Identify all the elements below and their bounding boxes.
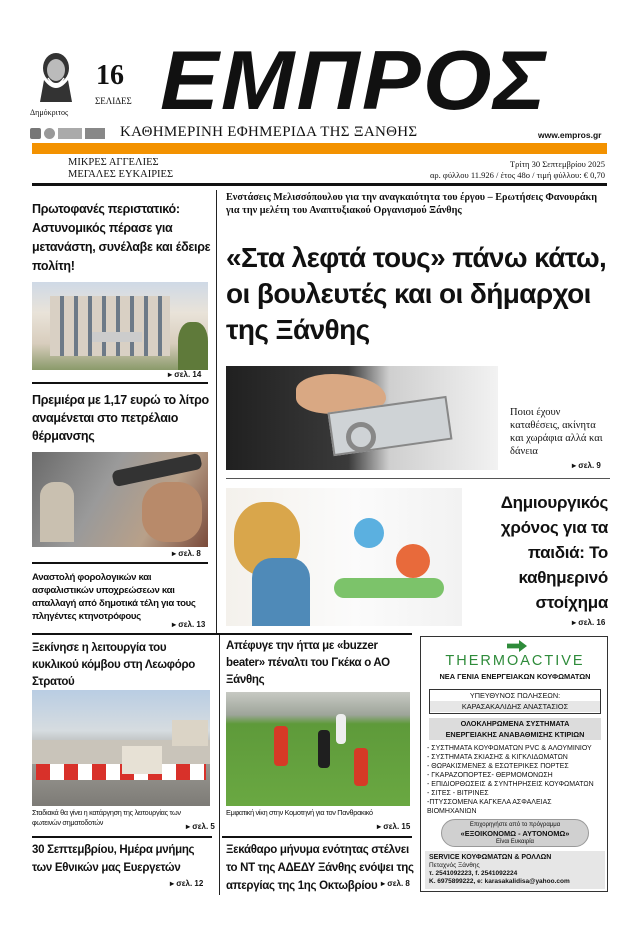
column-separator [216,190,217,635]
ad-contact: Κ. 6975899222, e: karasakalidisa@yahoo.com [429,878,570,885]
ad-item: - ΓΚΑΡΑΖΟΠΟΡΤΕΣ- ΘΕΡΜΟΜΟΝΩΣΗ [427,772,553,779]
ad-items-list [427,744,605,816]
column-separator-lower [219,635,220,895]
ad-sales-name: ΚΑΡΑΣΑΚΑΛΙΔΗΣ ΑΝΑΣΤΑΣΙΟΣ [430,701,600,712]
story4-headline[interactable]: Ξεκίνησε η λειτουργία του κυκλικού κόμβου στη Λεωφόρο Στρατού [32,642,196,688]
sport-headline[interactable]: Απέφυγε την ήττα με «buzzer beater» πέναλτι του Γκέκα ο ΑΟ Ξάνθης [226,640,390,686]
story1-headline[interactable]: Πρωτοφανές περιστατικό: Αστυνομικός πέρασε για μετανάστη, συνέλαβε και έδειρε πολίτη! [32,202,211,273]
divider [32,562,208,564]
story2-page-ref: ▸ σελ. 8 [172,549,201,558]
ad-tagline: ΝΕΑ ΓΕΝΙΑ ΕΝΕΡΓΕΙΑΚΩΝ ΚΟΥΦΩΜΑΤΩΝ [439,672,591,681]
ad-item: - ΕΠΙΔΙΟΡΘΩΣΕΙΣ & ΣΥΝΤΗΡΗΣΕΙΣ ΚΟΥΦΩΜΑΤΩΝ [427,781,594,788]
sport-caption: Εμφατική νίκη στην Κομοτηνή για τον Πανθρακικό [226,808,373,817]
masthead-title: ΕΜΠΡΟΣ [160,33,548,127]
fuel-pump-photo [32,452,208,547]
story4-page-ref: ▸ σελ. 5 [186,822,215,831]
ad-item: - ΣΙΤΕΣ - ΒΙΤΡΙΝΕΣ [427,790,489,797]
pages-number: 16 [96,60,124,91]
divider [32,382,208,384]
ad-subsidy-label: Επιχορηγήστε από το πρόγραμμα [469,822,561,828]
divider [222,836,412,838]
mid-rule [32,633,412,635]
ad-address: Πεταχνός Ξάνθης [429,862,480,869]
ad-service-title: SERVICE ΚΟΥΦΩΜΑΤΩΝ & ΡΟΛΛΩΝ [429,854,552,861]
calculator-photo [226,366,498,470]
ad-sales-label: ΥΠΕΥΘΥΝΟΣ ΠΩΛΗΣΕΩΝ: [469,691,561,700]
ad-item: -ΠΤΥΣΣΟΜΕΝΑ ΚΑΓΚΕΛΑ ΑΣΦΑΛΕΙΑΣ [427,799,552,806]
story5-page-ref: ▸ σελ. 12 [170,879,203,888]
ad-item: - ΘΩΡΑΚΙΣΜΕΝΕΣ & ΕΣΩΤΕΡΙΚΕΣ ΠΟΡΤΕΣ [427,763,569,770]
child-drawing-photo [226,488,462,626]
lead-headline[interactable]: «Στα λεφτά τους» πάνω κάτω, οι βουλευτές και οι δήμαρχοι της Ξάνθης [226,242,607,345]
seal-icon [85,128,105,139]
small-icons [30,128,110,140]
kids-headline[interactable]: Δημιουργικός χρόνος για τα παιδιά: Το καθημερινό στοίχημα [500,493,608,612]
lead-side-text: Ποιοι έχουν καταθέσεις, ακίνητα και χωράφια αλλά και δάνεια [510,407,603,457]
bottom-page-ref: ▸ σελ. 8 [381,879,410,888]
award-icon [58,128,82,139]
ad-subsidy-program: «ΕΞΟΙΚΟΝΟΜΩ - ΑΥΤΟΝΟΜΩ» [460,829,570,838]
thermoactive-ad[interactable] [420,636,608,892]
ad-brand: THERMOACTIVE [445,653,585,669]
masthead-subtitle: ΚΑΘΗΜΕΡΙΝΗ ΕΦΗΜΕΡΙΔΑ ΤΗΣ ΞΑΝΘΗΣ [120,124,418,140]
orange-bar [32,143,607,154]
sport-page-ref: ▸ σελ. 15 [377,822,410,831]
story2-headline[interactable]: Πρεμιέρα με 1,17 ευρώ το λίτρο αναμένεται στο πετρέλαιο θέρμανσης [32,393,209,443]
football-photo [226,692,410,806]
divider [226,478,610,479]
ad-contact-box [425,851,605,889]
lead-page-ref: ▸ σελ. 9 [572,461,601,470]
fb-icon [30,128,41,139]
bottom-headline[interactable]: Ξεκάθαρο μήνυμα ενότητας στέλνει το ΝΤ της ΑΔΕΔΥ Ξάνθης ενόψει της απεργίας της 1ης Οκτωβρίου [226,844,414,892]
ad-systems-line1: ΟΛΟΚΛΗΡΩΜΕΝΑ ΣΥΣΤΗΜΑΤΑ [460,719,570,728]
story3-page-ref: ▸ σελ. 13 [172,620,205,629]
issue-info: αρ. φύλλου 11.926 / έτος 48ο / τιμή φύλλου: € 0,70 [429,170,605,180]
pages-label: ΣΕΛΙΔΕΣ [95,96,132,106]
ad-item: ΒΙΟΜΗΧΑΝΙΩΝ [427,808,477,815]
ad-phones: τ. 2541092223, f. 2541092224 [429,870,518,877]
ad-subsidy-badge [441,819,589,847]
divider [32,836,212,838]
masthead-rule [32,183,607,186]
ad-subsidy-note: Είναι Ευκαιρία [495,839,535,845]
globe-icon [44,128,55,139]
story1-page-ref: ▸ σελ. 14 [168,370,201,379]
roundabout-photo [32,690,210,806]
ad-sales-box [429,689,601,714]
story4-caption: Σταδιακά θα γίνει η κατάργηση της λειτουργίας των φωτεινών σηματοδοτών [32,808,181,827]
story3-headline[interactable]: Αναστολή φορολογικών και ασφαλιστικών υποχρεώσεων και απαλλαγή από δημοτικά τέλη για τους πληγέντες κτηνοτρόφους [32,572,196,622]
ad-systems-line2: ΕΝΕΡΓΕΙΑΚΗΣ ΑΝΑΒΑΘΜΙΣΗΣ ΚΤΙΡΙΩΝ [445,730,585,739]
ad-item: - ΣΥΣΤΗΜΑΤΑ ΣΚΙΑΣΗΣ & ΚΙΓΚΛΙΔΩΜΑΤΩΝ [427,754,568,761]
democritus-bust-icon [34,50,78,102]
issue-date: Τρίτη 30 Σεπτεμβρίου 2025 [509,159,605,169]
logo-caption: Δημόκριτος [30,108,69,117]
classifieds-line2: ΜΕΓΑΛΕΣ ΕΥΚΑΙΡΙΕΣ [68,169,174,180]
website[interactable]: www.empros.gr [538,130,602,140]
kids-page-ref: ▸ σελ. 16 [572,618,605,627]
lead-kicker: Ενστάσεις Μελισσόπουλου για την αναγκαιότητα του έργου – Ερωτήσεις Φανουράκη για την μελέτη του Αναπτυξιακού Οργανισμού Ξάνθης [226,192,597,216]
ad-item: - ΣΥΣΤΗΜΑΤΑ ΚΟΥΦΩΜΑΤΩΝ PVC & ΑΛΟΥΜΙΝΙΟΥ [427,745,592,752]
police-building-photo [32,282,208,370]
story5-headline[interactable]: 30 Σεπτεμβρίου, Ημέρα μνήμης των Εθνικών μας Ευεργετών [32,844,195,874]
ad-systems-box [429,718,601,740]
classifieds-line1: ΜΙΚΡΕΣ ΑΓΓΕΛΙΕΣ [68,157,159,168]
democritus-logo [34,50,78,108]
thermo-logo-icon [507,640,527,652]
